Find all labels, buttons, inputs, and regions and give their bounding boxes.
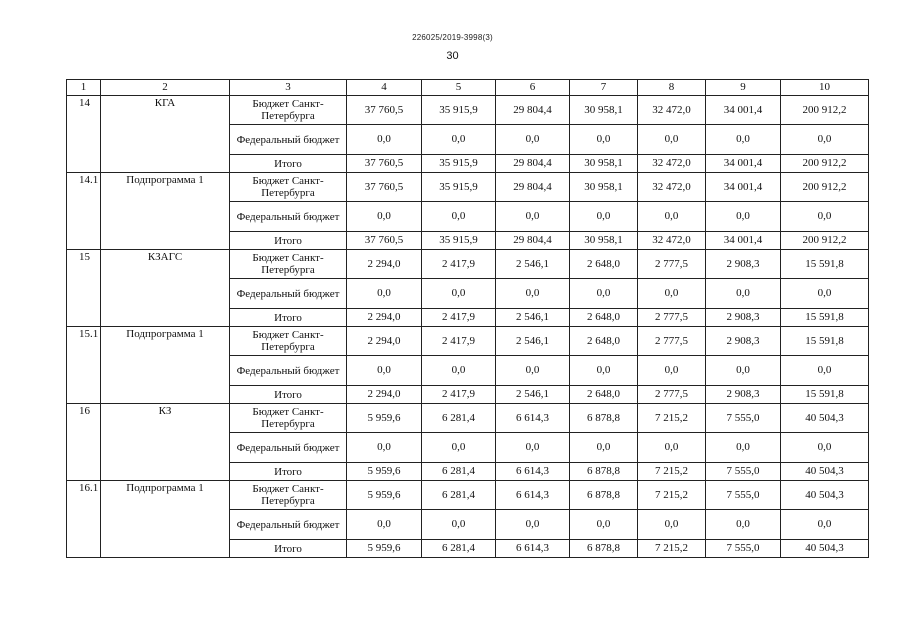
table-row bbox=[67, 173, 869, 202]
amount-cell: 0,0 bbox=[638, 356, 706, 386]
amount-cell: 0,0 bbox=[570, 125, 638, 155]
amount-cell: 15 591,8 bbox=[781, 386, 869, 404]
amount-cell: 2 908,3 bbox=[706, 386, 781, 404]
amount-cell: 6 614,3 bbox=[496, 540, 570, 558]
amount-cell: 34 001,4 bbox=[706, 96, 781, 125]
amount-cell: 200 912,2 bbox=[781, 155, 869, 173]
amount-cell: 2 546,1 bbox=[496, 309, 570, 327]
funding-source: Федеральный бюджет bbox=[230, 433, 347, 463]
funding-source: Итого bbox=[230, 386, 347, 404]
column-header: 7 bbox=[570, 80, 638, 96]
amount-cell: 6 878,8 bbox=[570, 404, 638, 433]
amount-cell: 37 760,5 bbox=[347, 96, 422, 125]
column-header: 5 bbox=[422, 80, 496, 96]
amount-cell: 6 281,4 bbox=[422, 481, 496, 510]
amount-cell: 200 912,2 bbox=[781, 96, 869, 125]
item-number: 14.1 bbox=[67, 173, 101, 250]
amount-cell: 35 915,9 bbox=[422, 173, 496, 202]
funding-source: Итого bbox=[230, 309, 347, 327]
amount-cell: 30 958,1 bbox=[570, 155, 638, 173]
funding-source: Итого bbox=[230, 232, 347, 250]
amount-cell: 0,0 bbox=[496, 356, 570, 386]
amount-cell: 0,0 bbox=[706, 510, 781, 540]
amount-cell: 0,0 bbox=[638, 202, 706, 232]
amount-cell: 6 614,3 bbox=[496, 404, 570, 433]
column-header: 3 bbox=[230, 80, 347, 96]
amount-cell: 0,0 bbox=[496, 279, 570, 309]
item-name: Подпрограмма 1 bbox=[101, 173, 230, 250]
amount-cell: 0,0 bbox=[638, 125, 706, 155]
amount-cell: 0,0 bbox=[496, 433, 570, 463]
table-row bbox=[67, 96, 869, 125]
amount-cell: 6 878,8 bbox=[570, 463, 638, 481]
funding-source: Федеральный бюджет bbox=[230, 125, 347, 155]
amount-cell: 200 912,2 bbox=[781, 173, 869, 202]
amount-cell: 15 591,8 bbox=[781, 327, 869, 356]
amount-cell: 35 915,9 bbox=[422, 155, 496, 173]
amount-cell: 6 281,4 bbox=[422, 540, 496, 558]
amount-cell: 0,0 bbox=[706, 125, 781, 155]
amount-cell: 0,0 bbox=[570, 202, 638, 232]
funding-source: Бюджет Санкт-Петербурга bbox=[230, 250, 347, 279]
amount-cell: 32 472,0 bbox=[638, 96, 706, 125]
amount-cell: 0,0 bbox=[347, 202, 422, 232]
amount-cell: 6 614,3 bbox=[496, 481, 570, 510]
amount-cell: 2 908,3 bbox=[706, 250, 781, 279]
amount-cell: 2 908,3 bbox=[706, 327, 781, 356]
amount-cell: 0,0 bbox=[638, 510, 706, 540]
amount-cell: 2 546,1 bbox=[496, 386, 570, 404]
amount-cell: 200 912,2 bbox=[781, 232, 869, 250]
amount-cell: 7 555,0 bbox=[706, 404, 781, 433]
amount-cell: 0,0 bbox=[496, 510, 570, 540]
amount-cell: 2 294,0 bbox=[347, 327, 422, 356]
item-number: 15.1 bbox=[67, 327, 101, 404]
amount-cell: 0,0 bbox=[570, 433, 638, 463]
amount-cell: 2 648,0 bbox=[570, 309, 638, 327]
amount-cell: 0,0 bbox=[706, 279, 781, 309]
amount-cell: 5 959,6 bbox=[347, 404, 422, 433]
amount-cell: 7 555,0 bbox=[706, 540, 781, 558]
column-header: 10 bbox=[781, 80, 869, 96]
amount-cell: 6 281,4 bbox=[422, 463, 496, 481]
amount-cell: 2 294,0 bbox=[347, 309, 422, 327]
amount-cell: 34 001,4 bbox=[706, 173, 781, 202]
funding-source: Федеральный бюджет bbox=[230, 202, 347, 232]
amount-cell: 0,0 bbox=[347, 356, 422, 386]
amount-cell: 0,0 bbox=[496, 125, 570, 155]
amount-cell: 2 294,0 bbox=[347, 250, 422, 279]
funding-source: Итого bbox=[230, 463, 347, 481]
amount-cell: 0,0 bbox=[706, 433, 781, 463]
amount-cell: 6 281,4 bbox=[422, 404, 496, 433]
amount-cell: 0,0 bbox=[570, 356, 638, 386]
amount-cell: 2 417,9 bbox=[422, 250, 496, 279]
item-number: 16.1 bbox=[67, 481, 101, 558]
amount-cell: 0,0 bbox=[781, 279, 869, 309]
item-name: Подпрограмма 1 bbox=[101, 327, 230, 404]
amount-cell: 5 959,6 bbox=[347, 540, 422, 558]
amount-cell: 0,0 bbox=[781, 202, 869, 232]
amount-cell: 6 878,8 bbox=[570, 540, 638, 558]
amount-cell: 29 804,4 bbox=[496, 232, 570, 250]
amount-cell: 0,0 bbox=[422, 125, 496, 155]
column-header: 4 bbox=[347, 80, 422, 96]
funding-source: Бюджет Санкт-Петербурга bbox=[230, 404, 347, 433]
amount-cell: 32 472,0 bbox=[638, 173, 706, 202]
amount-cell: 30 958,1 bbox=[570, 173, 638, 202]
amount-cell: 34 001,4 bbox=[706, 155, 781, 173]
amount-cell: 2 294,0 bbox=[347, 386, 422, 404]
amount-cell: 2 908,3 bbox=[706, 309, 781, 327]
amount-cell: 0,0 bbox=[781, 125, 869, 155]
amount-cell: 40 504,3 bbox=[781, 481, 869, 510]
amount-cell: 2 648,0 bbox=[570, 250, 638, 279]
table-row bbox=[67, 481, 869, 510]
amount-cell: 29 804,4 bbox=[496, 155, 570, 173]
column-header: 6 bbox=[496, 80, 570, 96]
funding-source: Федеральный бюджет bbox=[230, 356, 347, 386]
funding-source: Итого bbox=[230, 540, 347, 558]
amount-cell: 0,0 bbox=[347, 510, 422, 540]
amount-cell: 2 417,9 bbox=[422, 386, 496, 404]
amount-cell: 34 001,4 bbox=[706, 232, 781, 250]
amount-cell: 40 504,3 bbox=[781, 463, 869, 481]
budget-table bbox=[66, 79, 869, 558]
amount-cell: 37 760,5 bbox=[347, 155, 422, 173]
amount-cell: 2 777,5 bbox=[638, 250, 706, 279]
amount-cell: 0,0 bbox=[638, 433, 706, 463]
amount-cell: 35 915,9 bbox=[422, 96, 496, 125]
amount-cell: 0,0 bbox=[422, 279, 496, 309]
table-body bbox=[67, 80, 869, 558]
amount-cell: 2 777,5 bbox=[638, 309, 706, 327]
amount-cell: 5 959,6 bbox=[347, 481, 422, 510]
amount-cell: 30 958,1 bbox=[570, 232, 638, 250]
amount-cell: 2 648,0 bbox=[570, 327, 638, 356]
amount-cell: 32 472,0 bbox=[638, 155, 706, 173]
amount-cell: 6 614,3 bbox=[496, 463, 570, 481]
amount-cell: 0,0 bbox=[638, 279, 706, 309]
amount-cell: 0,0 bbox=[706, 356, 781, 386]
amount-cell: 5 959,6 bbox=[347, 463, 422, 481]
funding-source: Итого bbox=[230, 155, 347, 173]
item-name: КЗ bbox=[101, 404, 230, 481]
amount-cell: 6 878,8 bbox=[570, 481, 638, 510]
amount-cell: 40 504,3 bbox=[781, 404, 869, 433]
funding-source: Бюджет Санкт-Петербурга bbox=[230, 173, 347, 202]
document-code: 226025/2019-3998(3) bbox=[412, 33, 493, 42]
funding-source: Бюджет Санкт-Петербурга bbox=[230, 481, 347, 510]
amount-cell: 2 546,1 bbox=[496, 327, 570, 356]
amount-cell: 35 915,9 bbox=[422, 232, 496, 250]
amount-cell: 7 215,2 bbox=[638, 481, 706, 510]
amount-cell: 0,0 bbox=[570, 510, 638, 540]
amount-cell: 0,0 bbox=[347, 125, 422, 155]
funding-source: Бюджет Санкт-Петербурга bbox=[230, 327, 347, 356]
amount-cell: 37 760,5 bbox=[347, 173, 422, 202]
amount-cell: 0,0 bbox=[422, 202, 496, 232]
amount-cell: 7 555,0 bbox=[706, 481, 781, 510]
amount-cell: 0,0 bbox=[422, 433, 496, 463]
amount-cell: 0,0 bbox=[422, 510, 496, 540]
amount-cell: 15 591,8 bbox=[781, 250, 869, 279]
amount-cell: 0,0 bbox=[347, 433, 422, 463]
amount-cell: 2 546,1 bbox=[496, 250, 570, 279]
amount-cell: 0,0 bbox=[496, 202, 570, 232]
item-number: 16 bbox=[67, 404, 101, 481]
page-number: 30 bbox=[446, 50, 459, 62]
amount-cell: 29 804,4 bbox=[496, 173, 570, 202]
amount-cell: 2 777,5 bbox=[638, 327, 706, 356]
amount-cell: 2 648,0 bbox=[570, 386, 638, 404]
amount-cell: 37 760,5 bbox=[347, 232, 422, 250]
funding-source: Федеральный бюджет bbox=[230, 510, 347, 540]
column-header: 8 bbox=[638, 80, 706, 96]
amount-cell: 32 472,0 bbox=[638, 232, 706, 250]
header-row bbox=[67, 80, 869, 96]
amount-cell: 0,0 bbox=[781, 433, 869, 463]
amount-cell: 0,0 bbox=[706, 202, 781, 232]
amount-cell: 0,0 bbox=[781, 356, 869, 386]
amount-cell: 2 417,9 bbox=[422, 309, 496, 327]
funding-source: Федеральный бюджет bbox=[230, 279, 347, 309]
amount-cell: 40 504,3 bbox=[781, 540, 869, 558]
amount-cell: 0,0 bbox=[570, 279, 638, 309]
amount-cell: 7 215,2 bbox=[638, 540, 706, 558]
column-header: 1 bbox=[67, 80, 101, 96]
amount-cell: 7 555,0 bbox=[706, 463, 781, 481]
item-number: 14 bbox=[67, 96, 101, 173]
table-row bbox=[67, 327, 869, 356]
amount-cell: 0,0 bbox=[347, 279, 422, 309]
amount-cell: 2 417,9 bbox=[422, 327, 496, 356]
amount-cell: 7 215,2 bbox=[638, 404, 706, 433]
amount-cell: 2 777,5 bbox=[638, 386, 706, 404]
item-name: КЗАГС bbox=[101, 250, 230, 327]
amount-cell: 29 804,4 bbox=[496, 96, 570, 125]
amount-cell: 0,0 bbox=[781, 510, 869, 540]
column-header: 9 bbox=[706, 80, 781, 96]
table-row bbox=[67, 250, 869, 279]
item-name: КГА bbox=[101, 96, 230, 173]
table-row bbox=[67, 404, 869, 433]
funding-source: Бюджет Санкт-Петербурга bbox=[230, 96, 347, 125]
item-name: Подпрограмма 1 bbox=[101, 481, 230, 558]
amount-cell: 0,0 bbox=[422, 356, 496, 386]
amount-cell: 15 591,8 bbox=[781, 309, 869, 327]
item-number: 15 bbox=[67, 250, 101, 327]
column-header: 2 bbox=[101, 80, 230, 96]
amount-cell: 7 215,2 bbox=[638, 463, 706, 481]
amount-cell: 30 958,1 bbox=[570, 96, 638, 125]
